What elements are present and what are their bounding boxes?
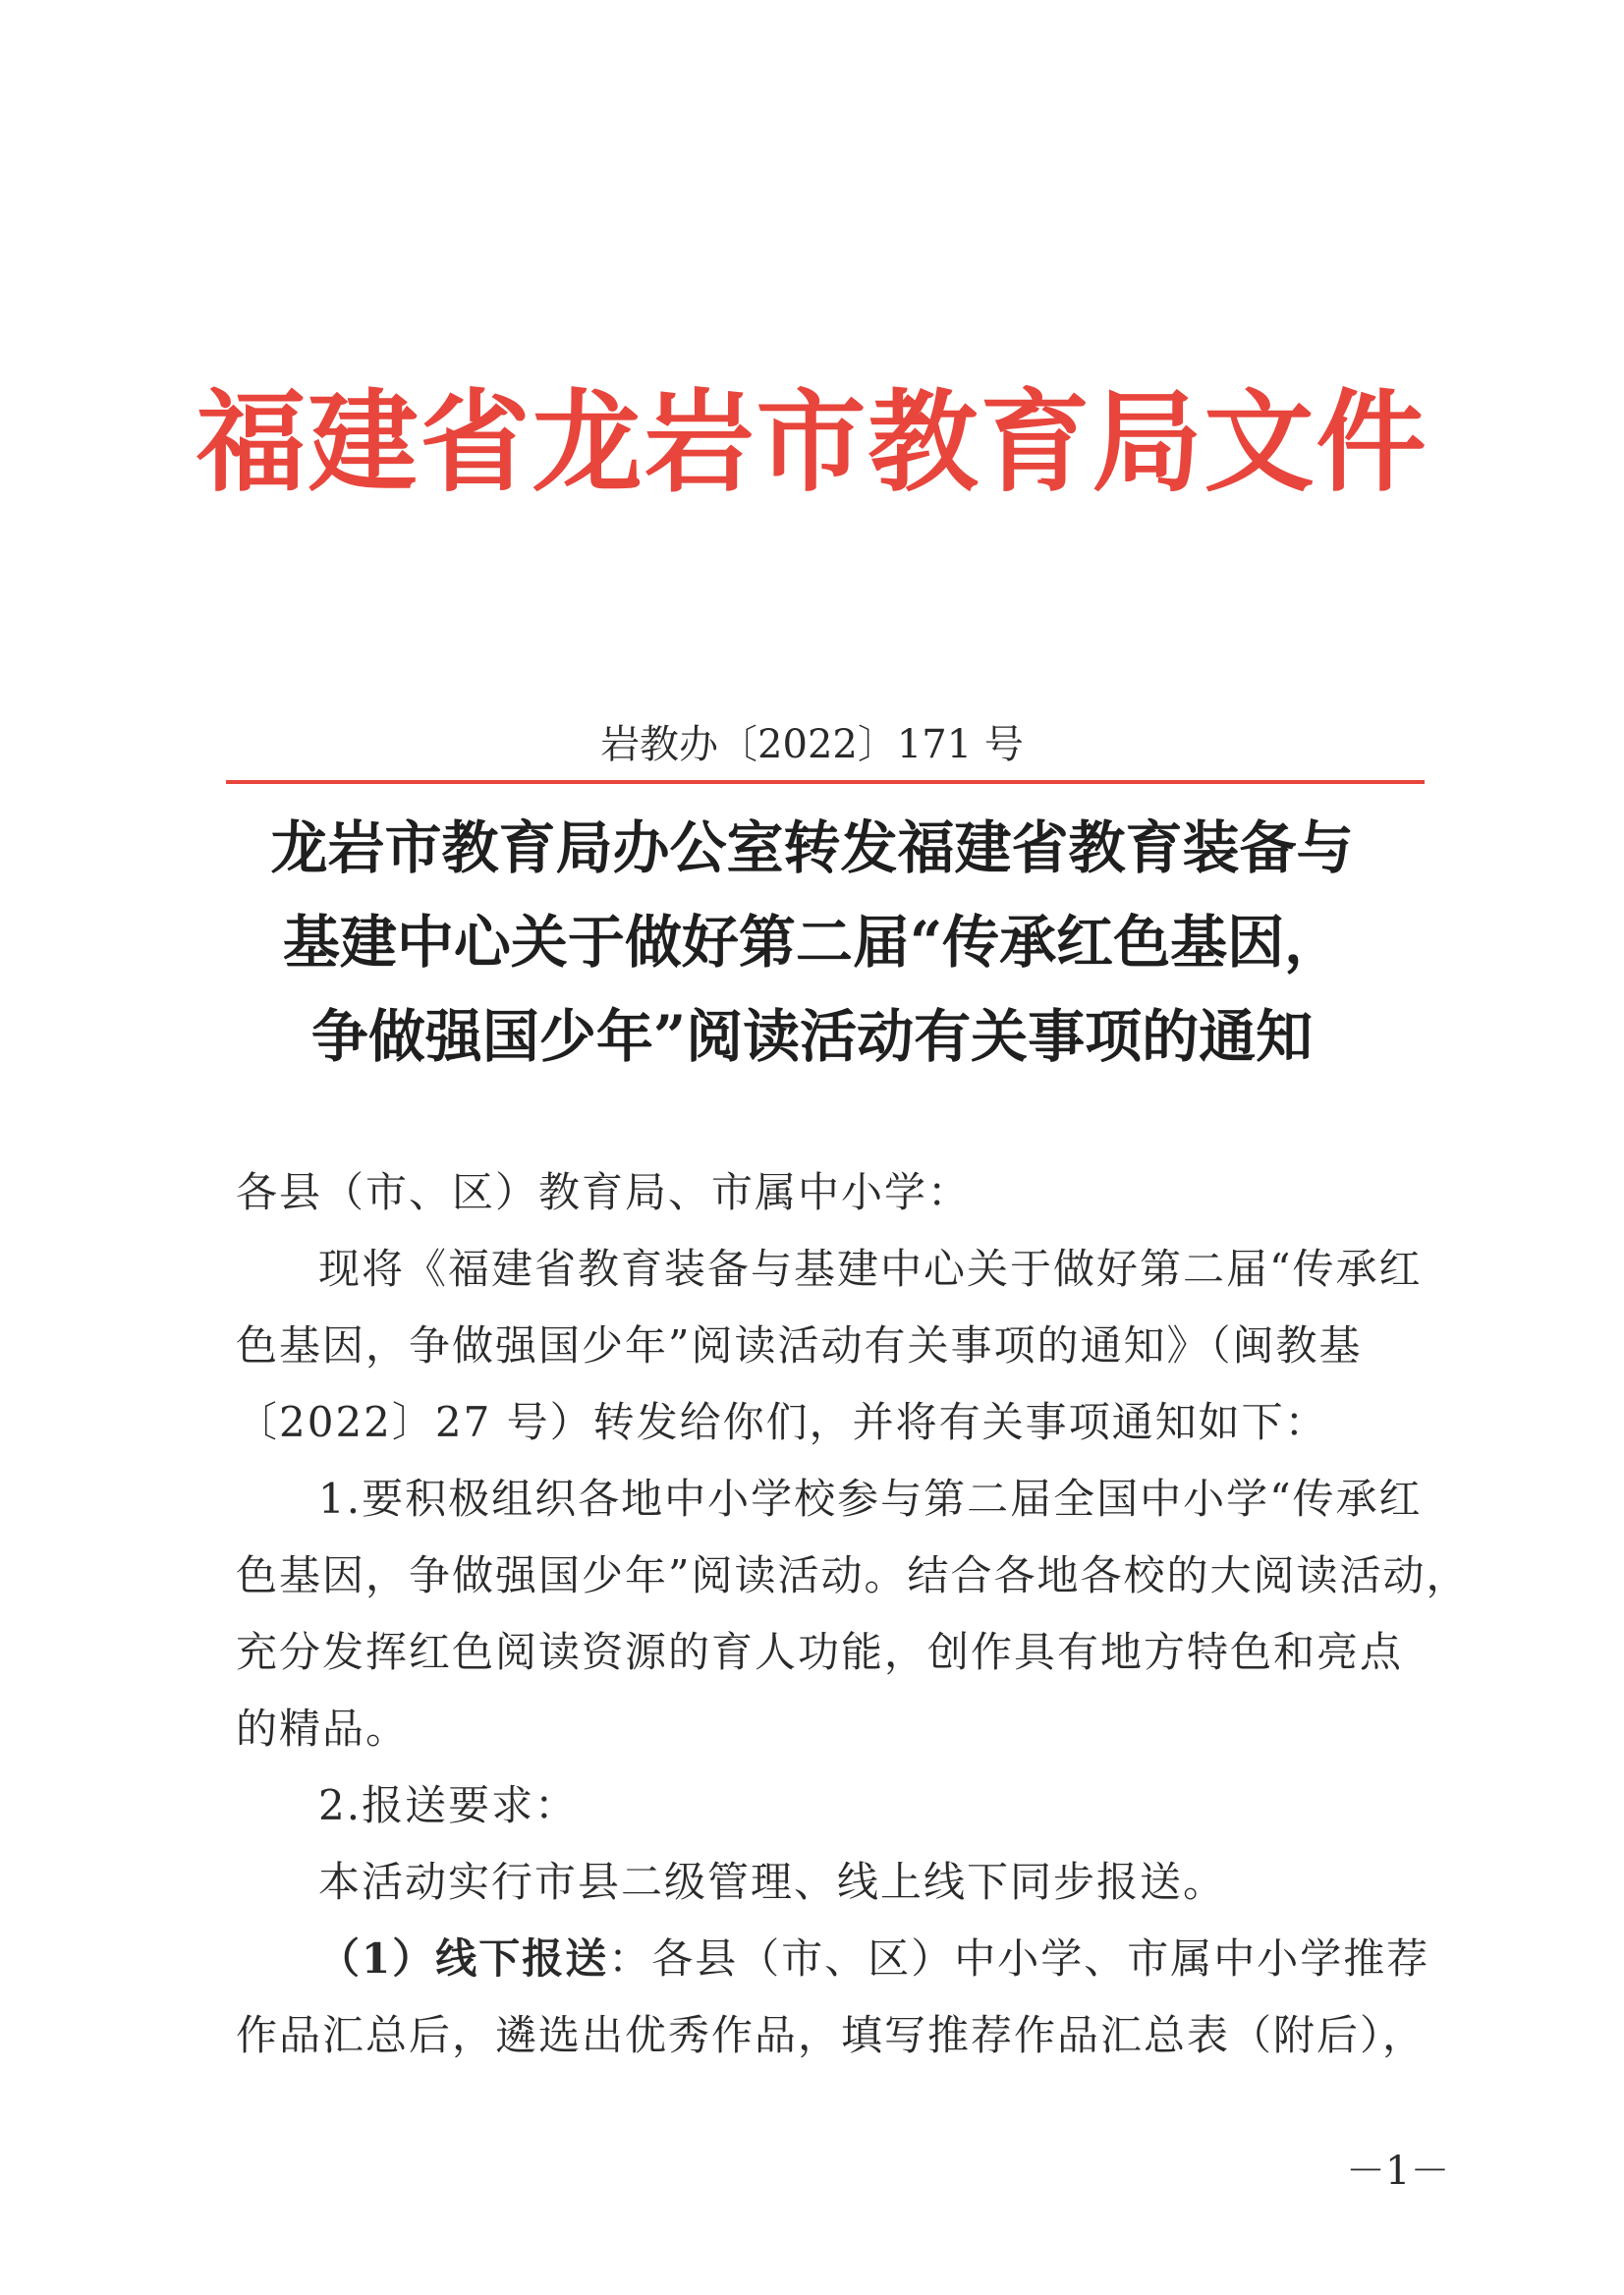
paragraph-line: 的精品。	[236, 1705, 410, 1753]
paragraph-line: 色基因，争做强国少年”阅读活动有关事项的通知》（闽教基	[236, 1321, 1363, 1370]
paragraph-line: 现将《福建省教育装备与基建中心关于做好第二届“传承红	[318, 1245, 1423, 1293]
red-divider-line	[226, 780, 1425, 784]
paragraph-line: 色基因，争做强国少年”阅读活动。结合各地各校的大阅读活动，	[236, 1551, 1470, 1599]
document-body	[236, 1154, 1470, 2074]
paragraph-line: 〔2022〕27 号）转发给你们，并将有关事项通知如下：	[236, 1398, 1328, 1446]
paragraph-line: 1.要积极组织各地中小学校参与第二届全国中小学“传承红	[318, 1475, 1423, 1523]
subsection-label: （1）线下报送	[318, 1934, 609, 1983]
title-line: 争做强国少年”阅读活动有关事项的通知	[310, 1003, 1314, 1070]
title-line: 龙岩市教育局办公室转发福建省教育装备与	[270, 814, 1354, 881]
page-number: －1－	[1346, 2149, 1450, 2194]
paragraph-line: 本活动实行市县二级管理、线上线下同步报送。	[318, 1858, 1227, 1906]
paragraph-line: 充分发挥红色阅读资源的育人功能，创作具有地方特色和亮点	[236, 1628, 1404, 1676]
document-number: 岩教办〔2022〕171 号	[600, 722, 1024, 767]
paragraph-text: ：各县（市、区）中小学、市属中小学推荐	[608, 1934, 1430, 1983]
paragraph-line	[236, 1921, 1430, 1997]
paragraph-line: 作品汇总后，遴选出优秀作品，填写推荐作品汇总表（附后），	[236, 2011, 1427, 2059]
title-line: 基建中心关于做好第二届“传承红色基因，	[282, 909, 1342, 976]
masthead-title: 福建省龙岩市教育局文件	[196, 379, 1428, 507]
document-title	[196, 801, 1428, 1084]
salutation: 各县（市、区）教育局、市属中小学：	[236, 1168, 972, 1216]
section-heading: 2.报送要求：	[318, 1781, 579, 1829]
